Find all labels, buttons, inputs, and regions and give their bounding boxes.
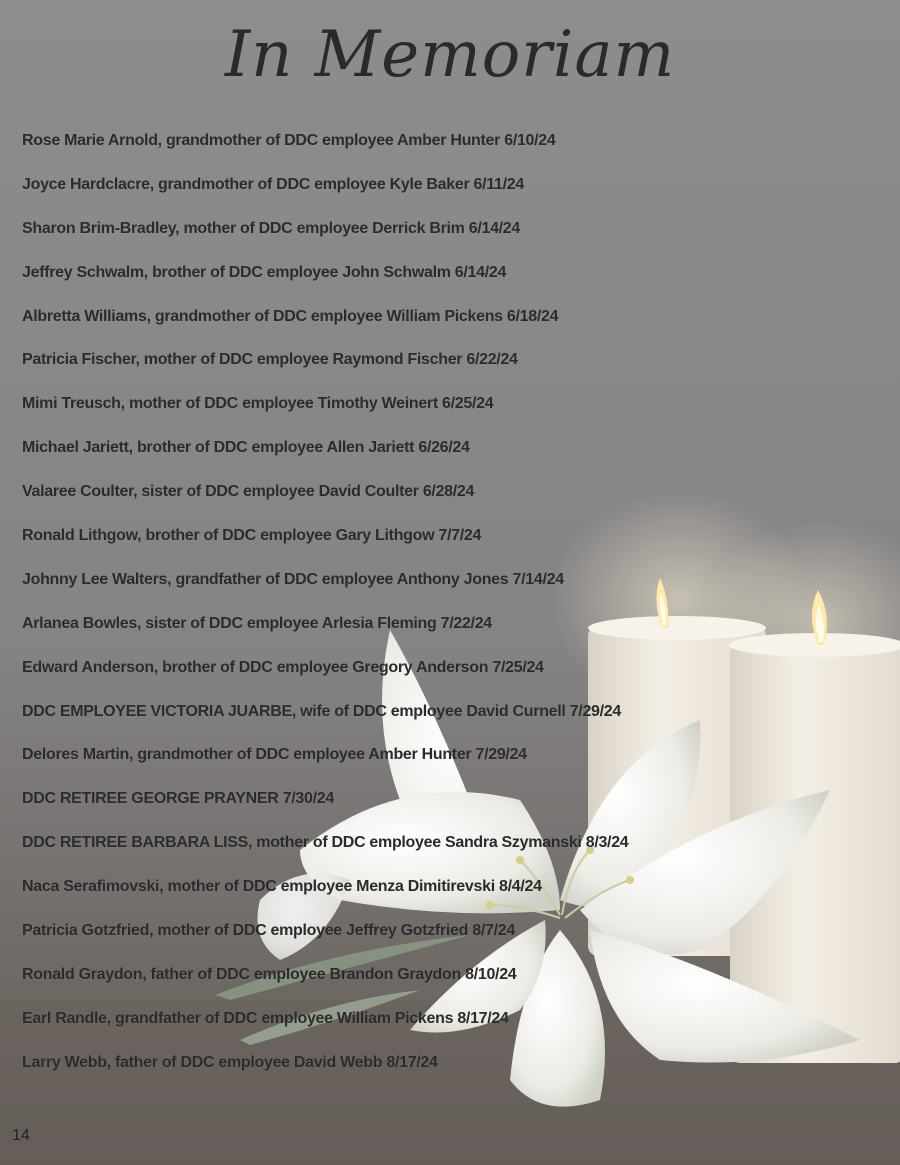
list-item: Larry Webb, father of DDC employee David Webb 8/17/24 [22,1053,438,1071]
list-item: Albretta Williams, grandmother of DDC employee William Pickens 6/18/24 [22,307,559,325]
list-item: Patricia Fischer, mother of DDC employee Raymond Fischer 6/22/24 [22,351,518,369]
list-item: DDC RETIREE BARBARA LISS, mother of DDC employee Sandra Szymanski 8/3/24 [22,834,629,852]
list-item: Arlanea Bowles, sister of DDC employee Arlesia Fleming 7/22/24 [22,614,492,632]
list-item: Delores Martin, grandmother of DDC employee Amber Hunter 7/29/24 [22,746,527,764]
page-title: In Memoriam [224,18,676,92]
list-item: Michael Jariett, brother of DDC employee Allen Jariett 6/26/24 [22,439,470,457]
list-item: Valaree Coulter, sister of DDC employee David Coulter 6/28/24 [22,483,475,501]
list-item: Joyce Hardclacre, grandmother of DDC employee Kyle Baker 6/11/24 [22,175,524,193]
list-item: Earl Randle, grandfather of DDC employee William Pickens 8/17/24 [22,1009,509,1027]
list-item: Rose Marie Arnold, grandmother of DDC employee Amber Hunter 6/10/24 [22,132,556,149]
list-item: Edward Anderson, brother of DDC employee Gregory Anderson 7/25/24 [22,658,544,676]
list-item: Mimi Treusch, mother of DDC employee Timothy Weinert 6/25/24 [22,395,494,413]
list-item: DDC RETIREE GEORGE PRAYNER 7/30/24 [22,790,334,808]
list-item: Johnny Lee Walters, grandfather of DDC employee Anthony Jones 7/14/24 [22,570,564,588]
page-number: 14 [12,1127,30,1144]
list-item: Patricia Gotzfried, mother of DDC employee Jeffrey Gotzfried 8/7/24 [22,922,515,940]
memoriam-list [22,131,882,1097]
list-item: Sharon Brim-Bradley, mother of DDC employee Derrick Brim 6/14/24 [22,219,521,237]
list-item: Ronald Lithgow, brother of DDC employee Gary Lithgow 7/7/24 [22,527,482,545]
list-item: Naca Serafimovski, mother of DDC employee Menza Dimitirevski 8/4/24 [22,878,542,896]
list-item: DDC EMPLOYEE VICTORIA JUARBE, wife of DDC employee David Curnell 7/29/24 [22,702,621,720]
list-item: Ronald Graydon, father of DDC employee Brandon Graydon 8/10/24 [22,965,517,983]
list-item: Jeffrey Schwalm, brother of DDC employee John Schwalm 6/14/24 [22,263,507,281]
